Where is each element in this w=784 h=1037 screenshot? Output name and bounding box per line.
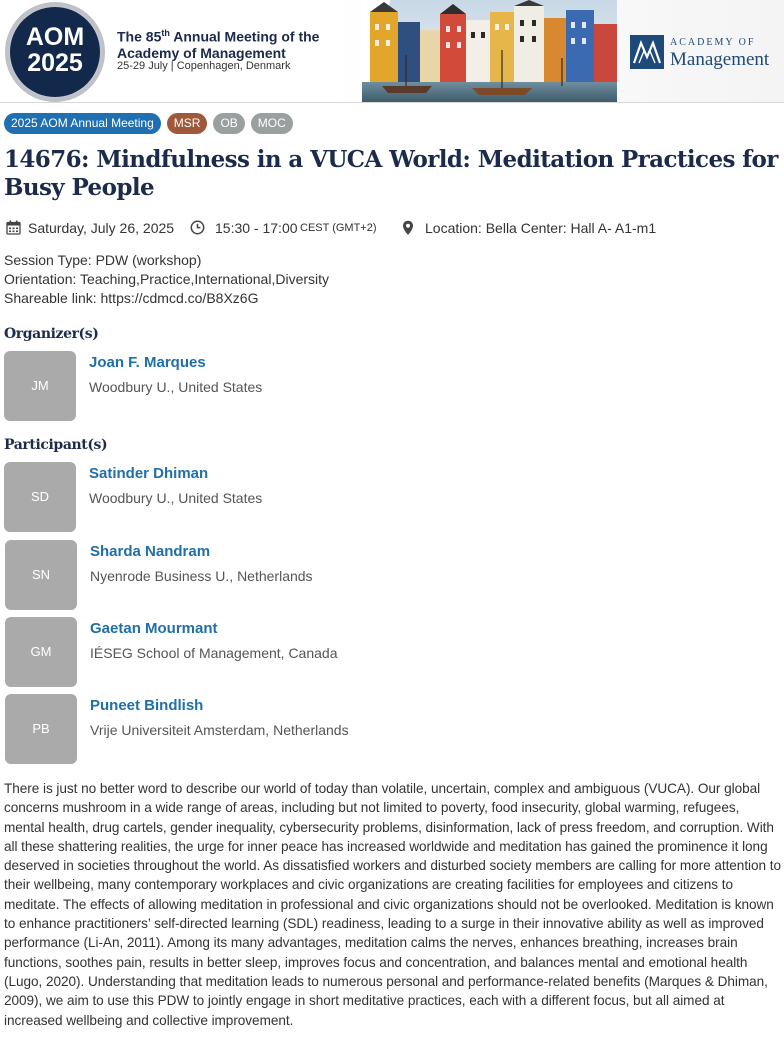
avatar: GM [5,617,77,687]
person-affiliation: Vrije Universiteit Amsterdam, Netherlands [90,722,349,738]
aom-mark-icon [630,35,664,69]
badge-msr[interactable]: MSR [167,113,208,134]
meeting-title-prefix: The 85 [117,28,162,45]
session-badges [4,113,293,135]
session-date-text: Saturday, July 26, 2025 [28,220,175,236]
calendar-icon [6,220,21,235]
org-name-line-2: Management [670,49,770,70]
aom-mark-graphic [630,35,664,69]
header-banner [0,0,784,103]
session-time-text: 15:30 - 17:00 [215,220,298,236]
session-timezone: CEST (GMT+2) [300,222,377,234]
meeting-title-suffix: Annual Meeting of the Academy of Management [117,28,320,61]
person-card [5,617,405,687]
meeting-title-sup: th [161,28,170,38]
person-affiliation: Woodbury U., United States [89,379,263,395]
avatar: PB [5,694,77,764]
logo-line-2: 2025 [27,49,83,77]
avatar: SD [4,462,76,532]
session-title: 14676: Mindfulness in a VUCA World: Meditation Practices for Busy People [4,146,778,201]
clock-icon [190,220,205,235]
map-pin-icon [402,220,414,236]
logo-line-1: AOM [25,23,85,51]
participants-heading: Participant(s) [4,437,108,453]
session-orientation: Orientation: Teaching,Practice,International,Diversity [4,271,330,287]
badge-moc[interactable]: MOC [251,113,293,134]
person-name[interactable]: Joan F. Marques [89,354,206,371]
person-name[interactable]: Puneet Bindlish [90,697,204,714]
shareable-link[interactable]: Shareable link: https://cdmcd.co/B8Xz6G [4,290,259,306]
person-affiliation: Woodbury U., United States [89,490,263,506]
meeting-title [117,25,347,61]
person-name[interactable]: Satinder Dhiman [89,465,209,482]
person-card [4,462,404,532]
person-card [5,694,405,764]
session-time [190,218,390,238]
organizers-heading: Organizer(s) [4,326,99,342]
person-card [4,351,404,421]
badge-annual-meeting[interactable]: 2025 AOM Annual Meeting [4,113,161,134]
academy-of-management-logo[interactable] [630,35,780,75]
person-card [5,540,405,610]
meeting-dates: 25-29 July | Copenhagen, Denmark [117,60,291,72]
session-type: Session Type: PDW (workshop) [4,252,202,268]
copenhagen-harbor-image [362,0,617,103]
person-affiliation: Nyenrode Business U., Netherlands [90,568,313,584]
person-name[interactable]: Gaetan Mourmant [90,620,218,637]
nyhavn-illustration [362,0,617,103]
aom-2025-logo[interactable] [10,7,100,97]
session-location [400,218,670,238]
person-name[interactable]: Sharda Nandram [90,543,211,560]
session-location-text: Location: Bella Center: Hall A- A1-m1 [425,220,657,236]
org-name-line-1: ACADEMY OF [670,37,756,48]
person-affiliation: IÉSEG School of Management, Canada [90,645,338,661]
session-date [6,218,176,238]
badge-ob[interactable]: OB [213,113,244,134]
session-abstract: There is just no better word to describe our world of today than volatile, uncertain, complex and ambiguous (VUCA). Our global concerns mushroom in a wide range of areas, including but not limited to poverty, food insecurity, global warming, refugees, mental health, drug cartels, gender inequality, cybersecurity problems, disinformation, lack of press freedom, and corruption. With all these shattering realities, the urge for inner peace has increased worldwide and meditation has gained the prominence it long deserved in societies throughout the world. As dissatisfied workers and disturbed society members are calling for more attention to their wellbeing, many contemporary workplaces and civic organizations are creating facilities for employees and citizens to meditate. The effects of allowing meditation in professional and civic organizations should not be overlooked. Meditation is known to enhance practitioners’ self-directed learning (SDL) readiness, leading to a surge in their innovative ability as well as improved performance (Li-An, 2011). Among its many advantages, meditation calms the nerves, enhances breathing, increases brain functions, soothes pain, results in better sleep, improves focus and concentration, and balances mental and emotional health (Lugo, 2020). Understanding that meditation leads to numerous personal and performance-related benefits (Marques & Dhiman, 2009), we aim to use this PDW to jointly engage in short meditative practices, each with a different focus, but all aimed at increased wellbeing and collective improvement. [4,781,781,1028]
avatar: SN [5,540,77,610]
avatar: JM [4,351,76,421]
